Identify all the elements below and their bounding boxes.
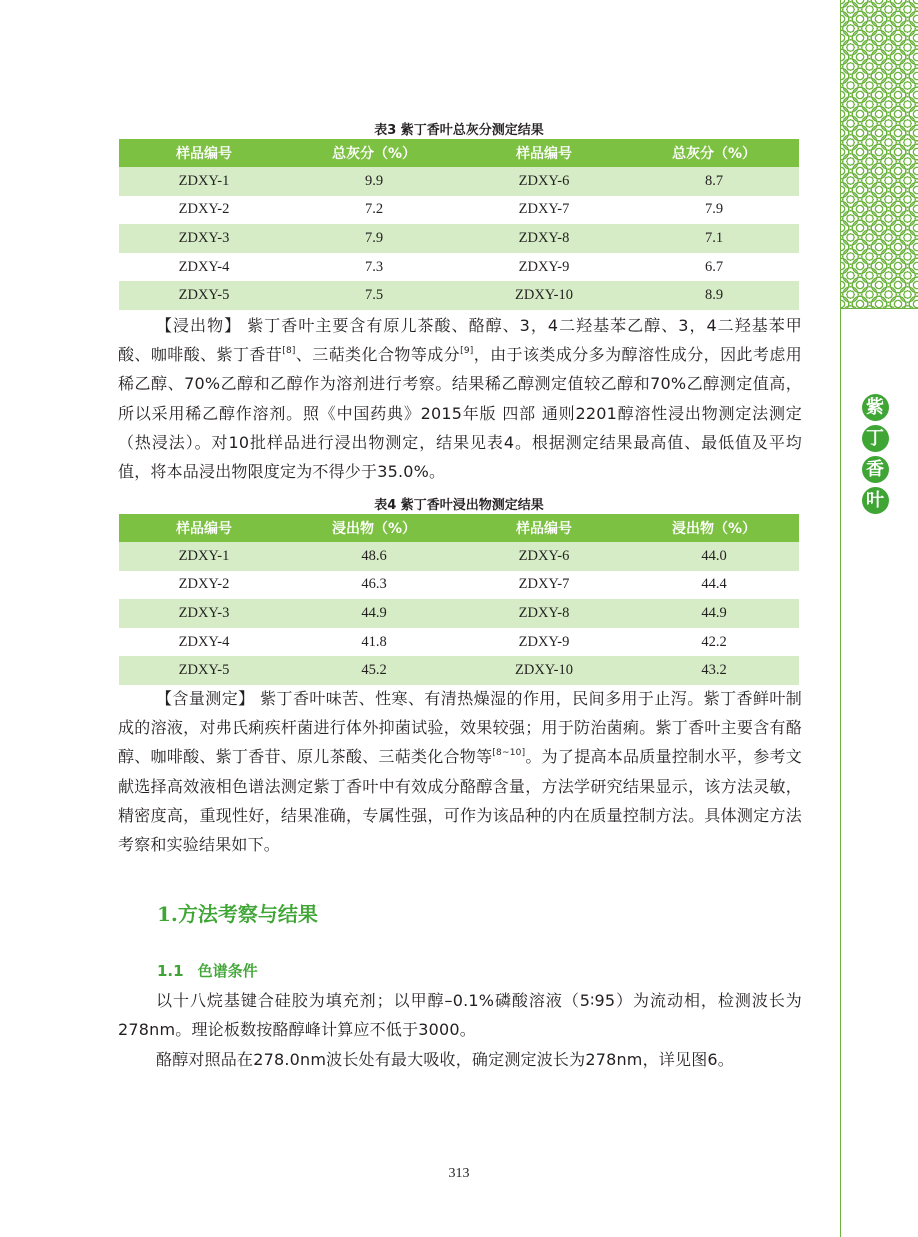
table-cell: 7.2: [289, 196, 459, 225]
page-number: 313: [448, 1166, 470, 1181]
subsection-heading: [157, 960, 258, 981]
table-cell: 46.3: [289, 571, 459, 600]
table-cell: ZDXY-1: [119, 542, 289, 571]
table-cell: 41.8: [289, 628, 459, 657]
paragraph-assay: [118, 684, 802, 859]
cloud-pattern-decoration: [841, 0, 918, 309]
table-row: [119, 196, 799, 225]
reference-mark: [8~10]: [492, 748, 526, 759]
title-char: 香: [862, 456, 889, 483]
table-row: [119, 542, 799, 571]
table-row: [119, 281, 799, 310]
table-cell: 9.9: [289, 167, 459, 196]
table-cell: 44.9: [629, 599, 799, 628]
table-cell: ZDXY-4: [119, 628, 289, 657]
table-cell: ZDXY-10: [459, 281, 629, 310]
table-cell: 8.9: [629, 281, 799, 310]
table-cell: 7.5: [289, 281, 459, 310]
table-cell: ZDXY-9: [459, 253, 629, 282]
table-cell: ZDXY-3: [119, 599, 289, 628]
table-cell: 8.7: [629, 167, 799, 196]
table-cell: ZDXY-5: [119, 656, 289, 685]
paragraph-text: 、三萜类化合物等成分: [295, 345, 461, 365]
table-cell: 42.2: [629, 628, 799, 657]
subsection-title: 色谱条件: [197, 962, 258, 980]
table-cell: 44.9: [289, 599, 459, 628]
title-char: 丁: [862, 425, 889, 452]
table3-header: 样品编号: [119, 139, 289, 167]
table-cell: 45.2: [289, 656, 459, 685]
section-label: 【浸出物】: [156, 316, 242, 335]
vertical-chapter-title: [861, 394, 889, 514]
table-cell: ZDXY-2: [119, 196, 289, 225]
table-cell: 43.2: [629, 656, 799, 685]
table-cell: 6.7: [629, 253, 799, 282]
table-cell: 7.3: [289, 253, 459, 282]
table-cell: ZDXY-7: [459, 196, 629, 225]
section-heading: 1.方法考察与结果: [157, 902, 318, 926]
table-cell: ZDXY-5: [119, 281, 289, 310]
table-cell: ZDXY-1: [119, 167, 289, 196]
section-label: 【含量测定】: [156, 689, 255, 708]
table3: [119, 139, 799, 310]
paragraph-text: ，由于该类成分多为醇溶性成分，因此考虑用稀乙醇、70%乙醇和乙醇作为溶剂进行考察。结果稀乙醇测定值较乙醇和70%乙醇测定值高，所以采用稀乙醇作溶剂。照《中国药典》2015年版 四部 通则2201醇溶性浸出物测定法测定（热浸法）。对10批样品进行浸出物测定，结果见表4。根据测定结果最高值、最低值及平均值，将本品浸出物限度定为不得少于35.0%。: [118, 345, 802, 482]
table-cell: ZDXY-2: [119, 571, 289, 600]
title-char: 紫: [862, 394, 889, 421]
table3-header: 样品编号: [459, 139, 629, 167]
table-cell: ZDXY-10: [459, 656, 629, 685]
paragraph-wavelength: 酪醇对照品在278.0nm波长处有最大吸收，确定测定波长为278nm，详见图6。: [156, 1050, 734, 1069]
paragraph-conditions: 以十八烷基键合硅胶为填充剂；以甲醇–0.1%磷酸溶液（5∶95）为流动相，检测波长为278nm。理论板数按酪醇峰计算应不低于3000。: [118, 991, 802, 1040]
subsection-number: 1.1: [157, 962, 184, 980]
table4-header: 浸出物（%）: [289, 514, 459, 542]
table-cell: ZDXY-7: [459, 571, 629, 600]
table-cell: ZDXY-3: [119, 224, 289, 253]
paragraph-extract: [118, 311, 802, 486]
table-cell: 44.0: [629, 542, 799, 571]
table-row: [119, 167, 799, 196]
table4-header: 样品编号: [119, 514, 289, 542]
table-cell: 7.9: [289, 224, 459, 253]
table4-header: 浸出物（%）: [629, 514, 799, 542]
table-cell: ZDXY-9: [459, 628, 629, 657]
table-cell: ZDXY-6: [459, 167, 629, 196]
paragraph-text: 。为了提高本品质量控制水平，参考文献选择高效液相色谱法测定紫丁香叶中有效成分酪醇含量，方法学研究结果显示，该方法灵敏，精密度高，重现性好，结果准确，专属性强，可作为该品种的内在质量控制方法。具体测定方法考察和实验结果如下。: [118, 747, 802, 855]
table-row: [119, 571, 799, 600]
table-row: [119, 656, 799, 685]
table4: [119, 514, 799, 685]
table-cell: 44.4: [629, 571, 799, 600]
table-row: [119, 599, 799, 628]
table-row: [119, 253, 799, 282]
reference-mark: [8]: [282, 346, 296, 357]
table4-caption: 表4 紫丁香叶浸出物测定结果: [374, 498, 544, 513]
table-cell: 7.9: [629, 196, 799, 225]
side-band: [840, 0, 918, 1237]
reference-mark: [9]: [460, 346, 474, 357]
table3-header: 总灰分（%）: [629, 139, 799, 167]
table-cell: ZDXY-6: [459, 542, 629, 571]
table-cell: 7.1: [629, 224, 799, 253]
table-cell: ZDXY-4: [119, 253, 289, 282]
paragraph-text: 紫丁香叶味苦、性寒、有清热燥湿的作用，民间多用于止泻。紫丁香鲜叶制成的溶液，对弗氏痢疾杆菌进行体外抑菌试验，效果较强；用于防治菌痢。紫丁香叶主要含有酪醇、咖啡酸、紫丁香苷、原儿茶酸、三萜类化合物等: [118, 689, 802, 767]
table3-header: 总灰分（%）: [289, 139, 459, 167]
title-char: 叶: [862, 487, 889, 514]
table4-header: 样品编号: [459, 514, 629, 542]
table-row: [119, 224, 799, 253]
table-cell: ZDXY-8: [459, 599, 629, 628]
table-cell: ZDXY-8: [459, 224, 629, 253]
paragraph-text: 紫丁香叶主要含有原儿茶酸、酪醇、3，4二羟基苯乙醇、3，4二羟基苯甲酸、咖啡酸、紫丁香苷: [118, 316, 802, 365]
table-row: [119, 628, 799, 657]
table3-caption: 表3 紫丁香叶总灰分测定结果: [374, 123, 544, 138]
table-cell: 48.6: [289, 542, 459, 571]
